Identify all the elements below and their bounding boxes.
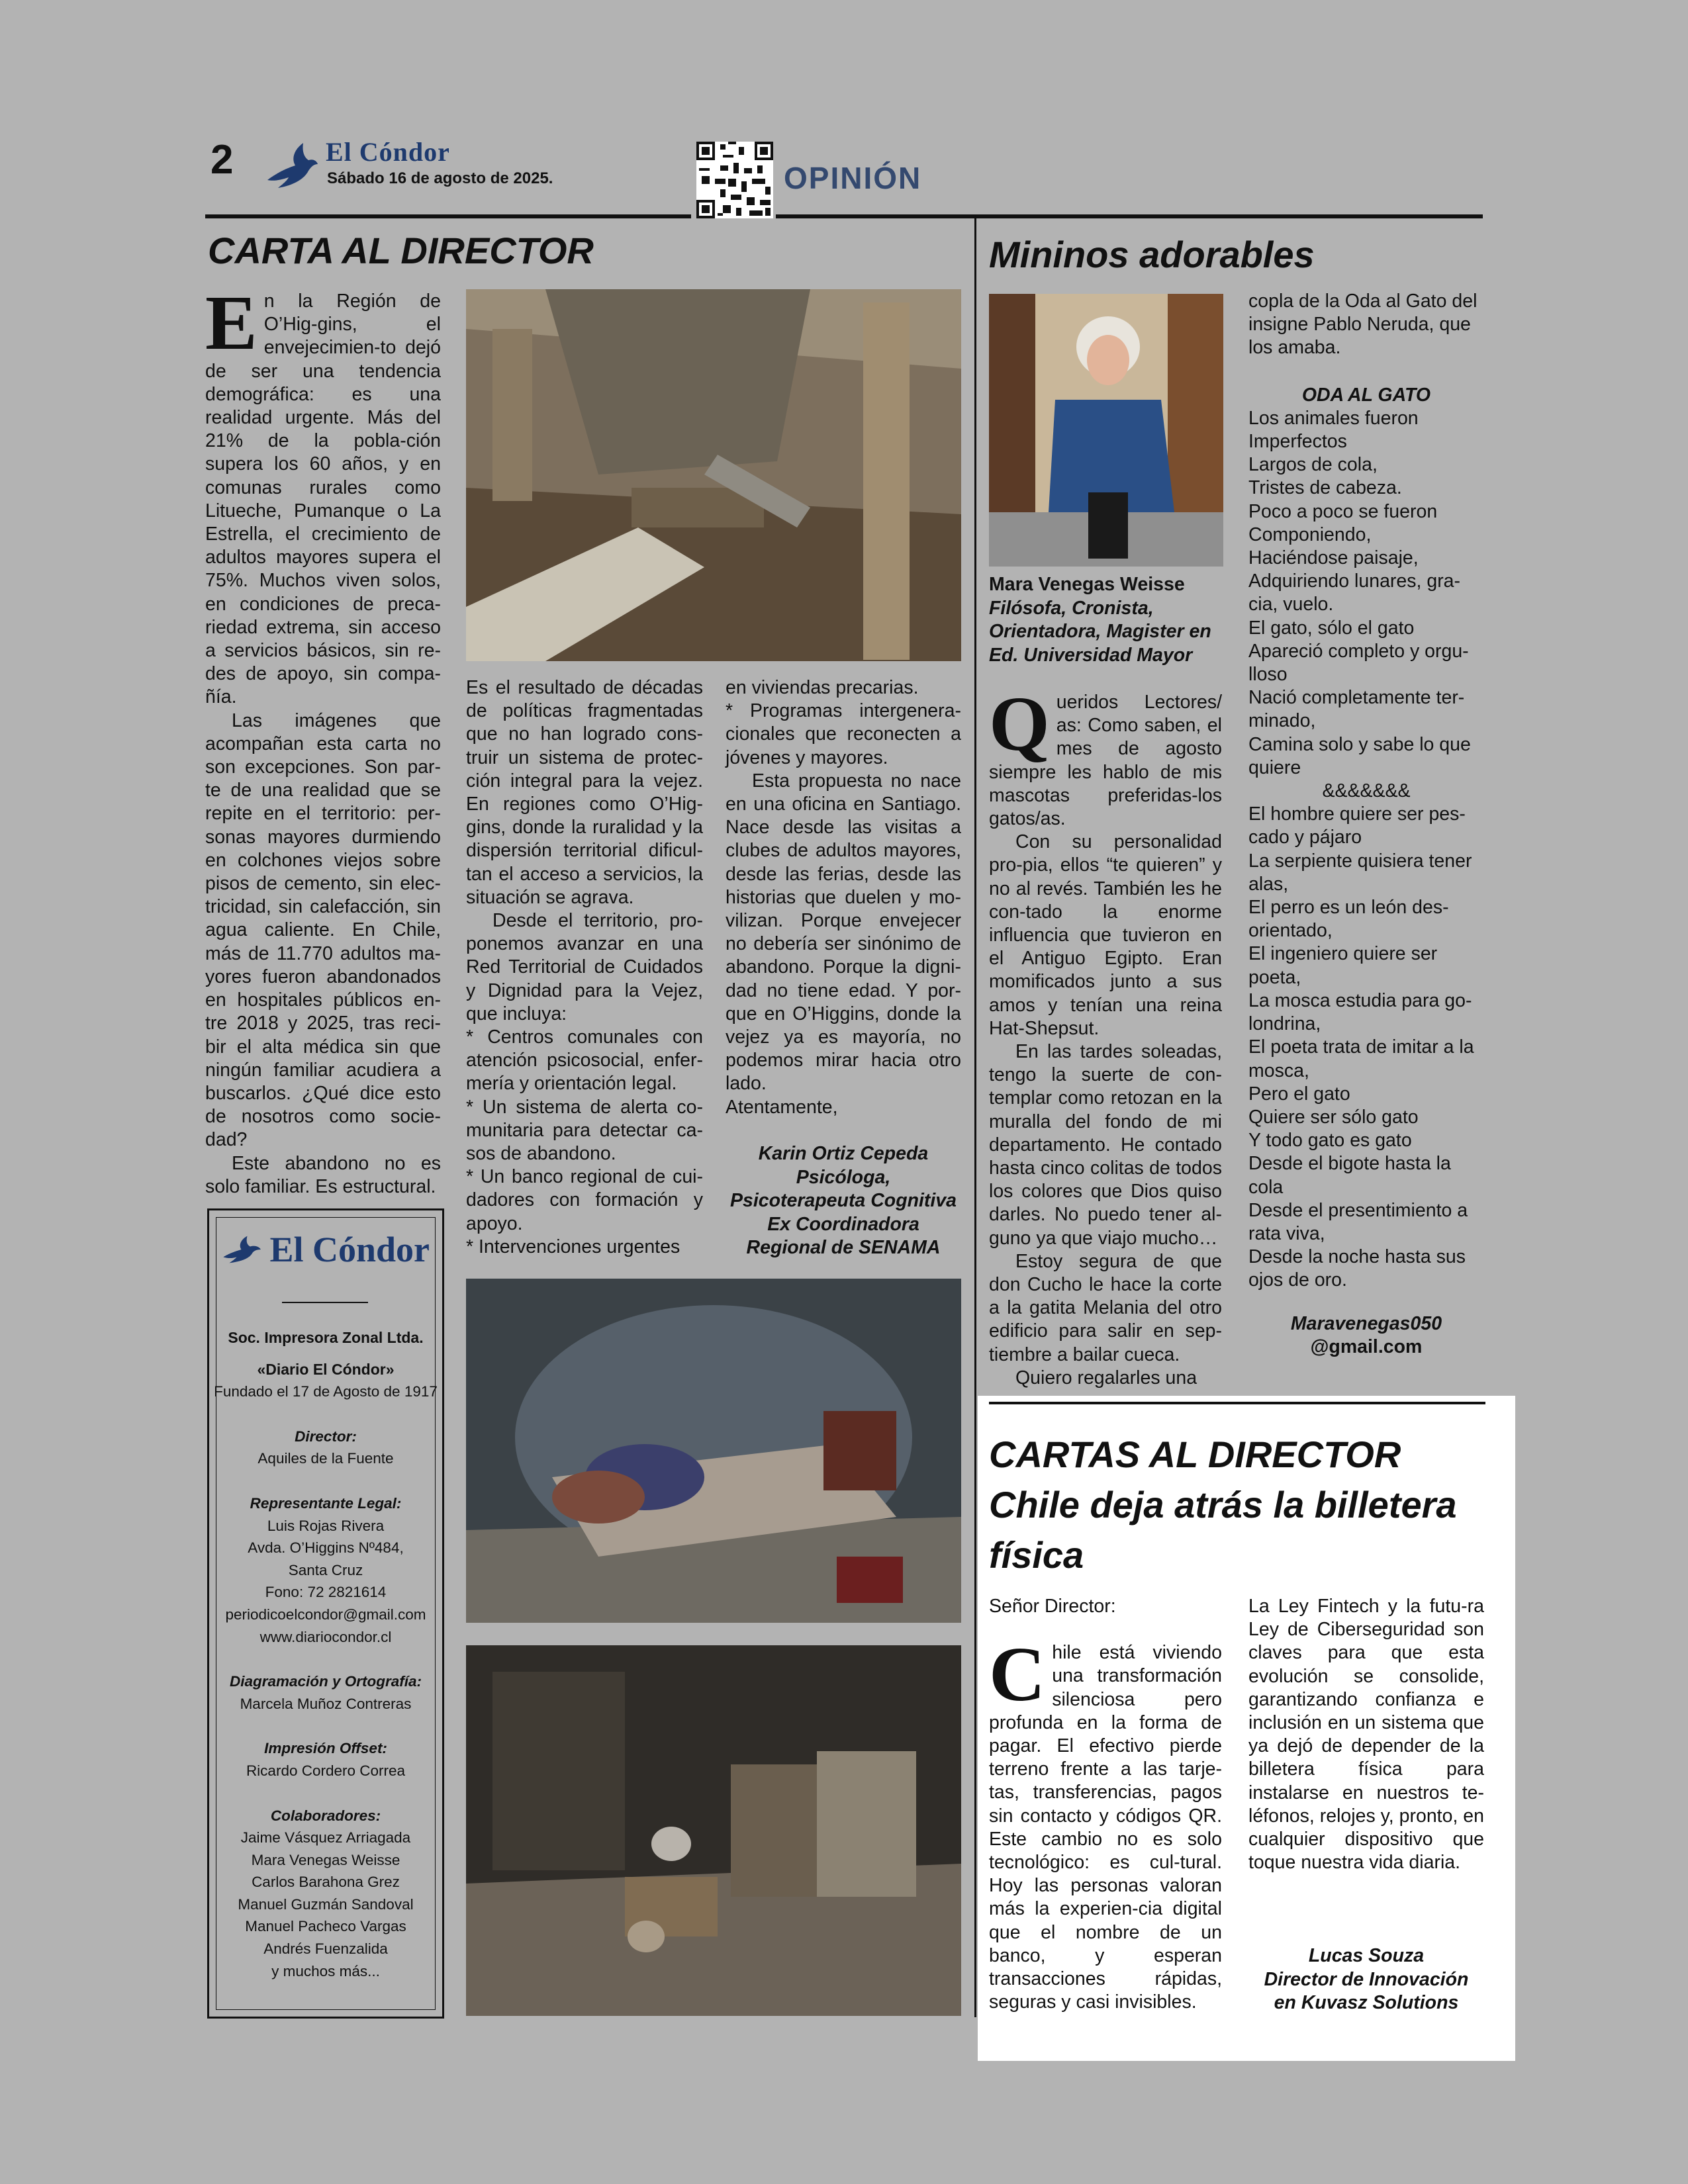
signature-line: Ex Coordinadora [767, 1213, 919, 1235]
masthead-collaborator: y muchos más... [271, 1962, 380, 1979]
poem-line: Componiendo, [1248, 523, 1372, 545]
masthead-company: Soc. Impresora Zonal Ltda. [228, 1329, 424, 1346]
billetera-headline: Chile deja atrás la billetera física [989, 1484, 1457, 1576]
poem-line: Nació completamente ter-minado, [1248, 687, 1465, 732]
signature-line: Regional de SENAMA [746, 1237, 941, 1258]
poem-separator: &&&&&&& [1322, 780, 1411, 802]
condor-logo-icon [265, 139, 319, 192]
kitchen-photo [466, 1645, 961, 2016]
poem-line: Los animales fueron [1248, 407, 1419, 429]
masthead-collaborator: Mara Venegas Weisse [251, 1851, 400, 1868]
poem-line: Adquiriendo lunares, gra-cia, vuelo. [1248, 570, 1461, 615]
abandoned-room-photo [466, 289, 961, 661]
masthead-text [209, 1327, 442, 1982]
masthead-director-label: Director: [295, 1428, 357, 1445]
mininos-paragraph: Con su personalidad pro-pia, ellos “te quieren” y no al revés. También les he con-tado la enorme influencia que tuvieron en el Antiguo Egipto. Eran momificados junto a sus amos y tenían una reina Hat-Shepsut. [989, 831, 1222, 1039]
carta-paragraph: Este abandono no es solo familiar. Es estructural. [205, 1152, 441, 1197]
masthead-rep-line: Santa Cruz [288, 1561, 363, 1578]
masthead-collaborator: Jaime Vásquez Arriagada [240, 1829, 411, 1846]
carta-bullet: en viviendas precarias. [726, 677, 919, 698]
carta-paragraph: Es el resultado de décadas de políticas fragmentadas que no han logrado cons-truir un sistema de protec-ción integral para la vejez. En regiones como O’Hig-gins, donde la ruralidad y la dispersión territorial dificul-tan el acceso a servicios, la situación se agrava. [466, 677, 703, 908]
carta-dropcap: E [205, 279, 258, 366]
poem-line: La mosca estudia para go-londrina, [1248, 989, 1472, 1035]
mininos-intro: copla de la Oda al Gato del insigne Pablo Neruda, que los amaba. [1248, 291, 1477, 359]
section-title: OPINIÓN [784, 161, 922, 195]
masthead-collab-label: Colaboradores: [270, 1807, 381, 1824]
header-date: Sábado 16 de agosto de 2025. [327, 169, 553, 187]
header-paper-name: El Cóndor [326, 137, 450, 167]
masthead-rep-line: Avda. O’Higgins Nº484, [248, 1539, 404, 1557]
carta-paragraph: n la Región de O’Hig-gins, el envejecimien-to dejó de ser una tendencia demográfica: es una realidad urgente. Más del 21% de la pobla-ción supera los 60 años, y en comunas rurales como Litueche, Pumanque o La Estrella, el crecimiento de adultos mayores supera el 75%. Muchos viven solos, en condiciones de preca-riedad extrema, sin acceso a servicios básicos, sin re-des de apoyo, sin compa-ñía. [205, 291, 441, 708]
carta-col2 [466, 676, 703, 1259]
carta-bullet: * Intervenciones urgentes [466, 1236, 680, 1257]
poem-line: Imperfectos [1248, 431, 1347, 453]
masthead-email: periodicoelcondor@gmail.com [225, 1606, 426, 1623]
billetera-kicker: CARTAS AL DIRECTOR [989, 1433, 1401, 1475]
carta-bullet: * Un banco regional de cui-dadores con formación y apoyo. [466, 1166, 703, 1234]
masthead-collaborator: Andrés Fuenzalida [263, 1940, 388, 1958]
carta-bullet: * Un sistema de alerta co-munitaria para detectar ca-sos de abandono. [466, 1096, 703, 1165]
signature-line: en Kuvasz Solutions [1274, 1992, 1459, 2013]
signature-line: Director de Innovación [1264, 1968, 1469, 1990]
poem-line: Apareció completo y orgu-lloso [1248, 640, 1469, 686]
billetera-col2 [1248, 1595, 1484, 1874]
billetera-headline-block [989, 1430, 1492, 1580]
mininos-col2 [1248, 290, 1484, 1359]
carta-headline: CARTA AL DIRECTOR [208, 230, 594, 271]
billetera-salutation: Señor Director: [989, 1596, 1116, 1617]
mininos-email [1248, 1312, 1484, 1359]
masthead-website: www.diariocondor.cl [259, 1628, 392, 1645]
poem-line: El poeta trata de imitar a la mosca, [1248, 1036, 1474, 1081]
poem-line: Largos de cola, [1248, 454, 1378, 476]
masthead-founded: Fundado el 17 de Agosto de 1917 [214, 1383, 438, 1400]
author-portrait-photo [989, 294, 1223, 567]
masthead-rep-line: Luis Rojas Rivera [267, 1517, 385, 1534]
masthead-design: Marcela Muñoz Contreras [240, 1695, 412, 1712]
poem-line: Desde el presentimiento a rata viva, [1248, 1199, 1468, 1244]
signature-line: Karin Ortiz Cepeda [758, 1143, 929, 1164]
signature-line: Psicóloga, [796, 1166, 891, 1188]
mininos-paragraph: En las tardes soleadas, tengo la suerte de con-templar como retozan en la muralla del fondo de mi departamento. He contado hasta cinco colitas de todos los colores que Dios quiso darles. No puedo tener al-guno ya que viajo mucho… [989, 1041, 1222, 1249]
mininos-paragraph: ueridos Lectores/ as: Como saben, el mes de agosto siempre les hablo de mis mascotas preferidas-los gatos/as. [989, 692, 1222, 830]
author-block [989, 573, 1227, 667]
author-title: Filósofa, Cronista, Orientadora, Magister en Ed. Universidad Mayor [989, 597, 1211, 666]
mininos-paragraph: Estoy segura de que don Cucho le hace la corte a la gatita Melania del otro edificio para salir en sep-tiembre a bailar cueca. [989, 1250, 1222, 1365]
carta-signature [726, 1142, 961, 1260]
signature-line: Psicoterapeuta Cognitiva [729, 1190, 957, 1211]
masthead-logo-text: El Cóndor [269, 1230, 430, 1269]
carta-paragraph: Las imágenes que acompañan esta carta no son excepciones. Son par-te de una realidad que se repite en el territorio: per-sonas mayores durmiendo en colchones viejos sobre pisos de cemento, sin elec-tricidad, sin calefacción, sin agua caliente. En Chile, más de 11.770 adultos ma-yores fueron abandonados en hospitales públicos en-tre 2018 y 2025, tras reci-bir el alta médica sin que ningún familiar acudiera a buscarlos. ¿Qué dice esto de nosotros como socie-dad? [205, 709, 441, 1151]
poem-line: Camina solo y sabe lo que quiere [1248, 733, 1471, 778]
poem-line: Desde el bigote hasta la cola [1248, 1153, 1451, 1198]
poem-line: Poco a poco se fueron [1248, 500, 1438, 522]
carta-col3 [726, 676, 961, 1119]
poem-line: El perro es un león des-orientado, [1248, 897, 1449, 942]
header-rule-left [205, 214, 691, 218]
carta-col1 [205, 279, 441, 1199]
carta-bullet: * Centros comunales con atención psicosocial, enfer-mería y orientación legal. [466, 1026, 703, 1095]
masthead-rep-label: Representante Legal: [250, 1494, 402, 1512]
masthead-phone: Fono: 72 2821614 [265, 1584, 387, 1601]
carta-bullet: * Programas intergenera-cionales que reconecten a jóvenes y mayores. [726, 700, 961, 768]
carta-paragraph: Desde el territorio, pro-ponemos avanzar en una Red Territorial de Cuidados y Dignidad para la Vejez, que incluya: [466, 910, 703, 1024]
carta-closing: Atentamente, [726, 1096, 838, 1118]
poem-line: Desde la noche hasta sus ojos de oro. [1248, 1246, 1466, 1291]
email-line: @gmail.com [1310, 1336, 1423, 1358]
poem-line: La serpiente quisiera tener alas, [1248, 850, 1472, 895]
cartas-box-rule [989, 1402, 1485, 1404]
billetera-dropcap: C [989, 1631, 1046, 1718]
billetera-paragraph: hile está viviendo una transformación silenciosa pero profunda en la forma de pagar. El efectivo pierde terreno frente a las tarje-tas, transferencias, pagos sin contacto y códigos QR. Este cambio no es solo tecnológico: es cul-tural. Hoy las personas valoran más la experien-cia digital que el nombre de un banco, y esperan transacciones rápidas, seguras y casi invisibles. [989, 1642, 1222, 2013]
page-number: 2 [211, 137, 234, 183]
masthead-print: Ricardo Cordero Correa [246, 1762, 406, 1779]
poem-line: El gato, sólo el gato [1248, 617, 1415, 639]
mininos-dropcap: Q [989, 680, 1050, 767]
masthead-print-label: Impresión Offset: [264, 1740, 387, 1757]
masthead-design-label: Diagramación y Ortografía: [229, 1673, 422, 1690]
bedroom-photo [466, 1279, 961, 1623]
poem-line: El ingeniero quiere ser poeta, [1248, 943, 1438, 988]
mininos-paragraph: Quiero regalarles una [1015, 1367, 1197, 1388]
mininos-col1 [989, 680, 1222, 1390]
masthead-collaborator: Carlos Barahona Grez [252, 1874, 400, 1891]
mininos-headline: Mininos adorables [989, 234, 1315, 275]
carta-paragraph: Esta propuesta no nace en una oficina en Santiago. Nace desde las visitas a clubes de adultos mayores, desde las ferias, desde las historias que duelen y mo-vilizan. Porque envejecer no debería ser sinónimo de abandono. Porque la digni-dad no tiene edad. Y por-que en O’Higgins, donde la vejez ya es mayoría, no podemos mirar hacia otro lado. [726, 770, 961, 1095]
poem-title: ODA AL GATO [1301, 384, 1431, 406]
poem-line: Quiere ser sólo gato [1248, 1106, 1419, 1128]
poem-line: Y todo gato es gato [1248, 1130, 1412, 1152]
masthead-divider [282, 1302, 368, 1303]
poem-line: Haciéndose paisaje, [1248, 547, 1419, 569]
qr-code-icon [696, 142, 773, 218]
masthead-collaborator: Manuel Guzmán Sandoval [238, 1895, 414, 1913]
signature-line: Lucas Souza [1308, 1945, 1425, 1966]
email-line: Maravenegas050 [1290, 1312, 1442, 1334]
poem-line: Pero el gato [1248, 1083, 1350, 1105]
header-rule-right [776, 214, 1483, 218]
poem-line: El hombre quiere ser pes-cado y pájaro [1248, 803, 1466, 848]
poem-line: Tristes de cabeza. [1248, 477, 1402, 499]
billetera-signature [1248, 1944, 1484, 2015]
column-divider [974, 217, 976, 2017]
condor-logo-icon [222, 1234, 267, 1265]
masthead-box [207, 1208, 444, 2019]
masthead-director: Aquiles de la Fuente [258, 1450, 394, 1467]
masthead-logo [216, 1229, 436, 1270]
masthead-paper: «Diario El Cóndor» [257, 1360, 395, 1378]
author-name: Mara Venegas Weisse [989, 574, 1185, 595]
billetera-paragraph: La Ley Fintech y la futu-ra Ley de Ciberseguridad son claves para que esta evolución se consolide, garantizando confianza e inclusión en un sistema que ya dejó de depender de la billetera física para instalarse en nuestros te-léfonos, relojes y, pronto, en cualquier dispositivo que toque nuestra vida diaria. [1248, 1596, 1484, 1874]
billetera-col1 [989, 1595, 1222, 2014]
masthead-collaborator: Manuel Pacheco Vargas [245, 1918, 406, 1935]
